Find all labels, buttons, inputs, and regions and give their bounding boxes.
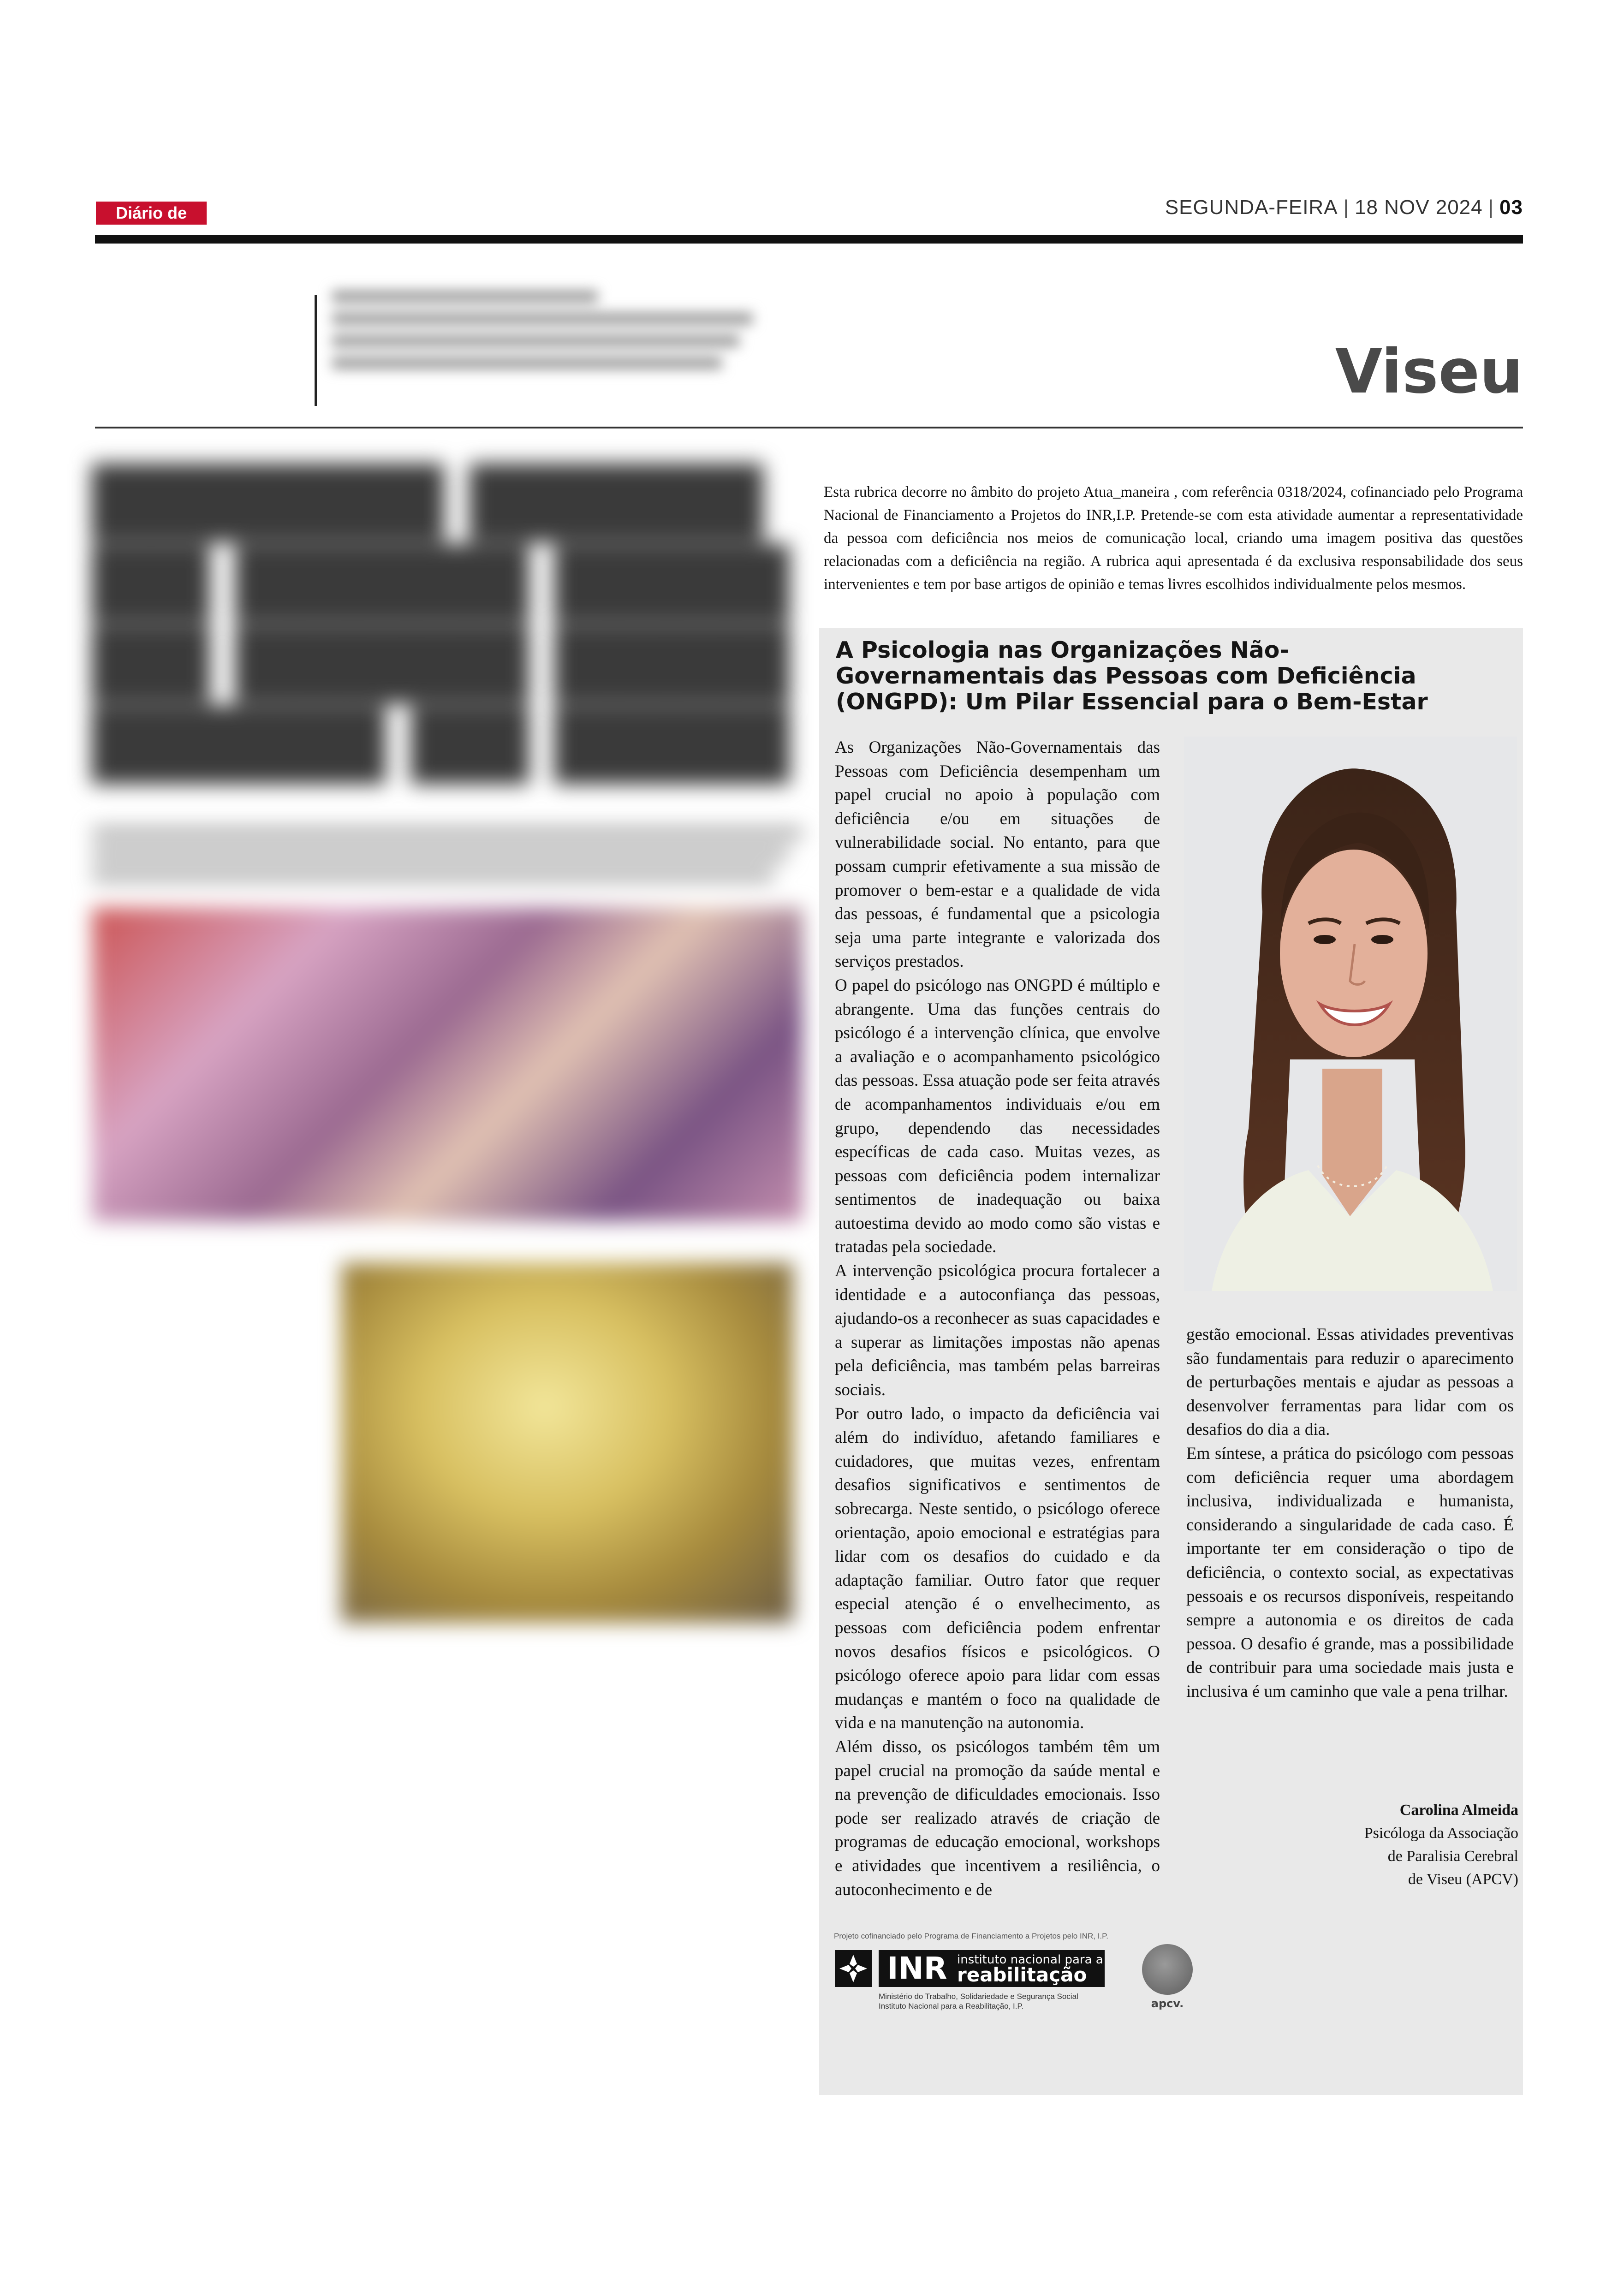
apcv-logo-text: apcv.	[1151, 1997, 1184, 2010]
weekday: SEGUNDA-FEIRA	[1165, 196, 1338, 219]
author-name: Carolina Almeida	[1399, 1802, 1518, 1819]
top-rule	[95, 235, 1523, 244]
paragraph: Por outro lado, o impacto da deficiência vai além do indivíduo, afetando familiares e cuidadores, que muitas vezes, enfrentam desafios significativos e sentimentos de sobrecarga. Neste sentido, o psicólogo oferece orientação, apoio emocional e estratégias para lidar com os desafios do cuidado e da adaptação familiar. Outro fator que requer especial atenção é o envelhecimento, as pessoas com deficiência podem enfrentar novos desafios físicos e psicológicos. O psicólogo oferece apoio para lidar com essas mudanças e mantém o foco na qualidade de vida e na manutenção na autonomia.	[835, 1404, 1160, 1733]
blurred-photo-food	[341, 1263, 793, 1623]
dateline: SEGUNDA-FEIRA | 18 NOV 2024 | 03	[1165, 196, 1523, 219]
author-role-line: de Viseu (APCV)	[1408, 1871, 1518, 1888]
teaser-divider	[315, 295, 317, 406]
section-title: Viseu	[1335, 336, 1523, 407]
inr-abbr: INR	[887, 1951, 947, 1986]
cofinance-note: Projeto cofinanciado pelo Programa de Financiamento a Projetos pelo INR, I.P.	[834, 1932, 1109, 1940]
page-number: 03	[1499, 196, 1523, 219]
author-role-line: de Paralisia Cerebral	[1387, 1848, 1518, 1865]
blurred-other-article: ▇▇▇▇▇▇ ▇▇▇▇▇ ▇▇ ▇▇▇▇▇ ▇▇▇▇ ▇▇ ▇▇▇▇▇ ▇▇▇▇ ▇▇▇▇▇ ▇▇ ▇▇▇▇	[92, 457, 803, 2126]
blurred-teaser	[332, 291, 775, 406]
paragraph: O papel do psicólogo nas ONGPD é múltiplo e abrangente. Uma das funções centrais do psicólogo é a intervenção clínica, que envolve a avaliação e o acompanhamento psicológico das pessoas. Essa atuação pode ser feita através de acompanhamentos individuais e/ou em grupo, dependendo das necessidades específicas de cada caso. Muitas vezes, as pessoas com deficiência podem internalizar sentimentos de inadequação ou baixa autoestima devido ao modo como são vistas e tratadas pela sociedade.	[835, 976, 1160, 1257]
ministry-line: Ministério do Trabalho, Solidariedade e Segurança Social	[879, 1992, 1078, 2001]
date: 18 NOV 2024	[1354, 196, 1483, 219]
apcv-logo-icon	[1142, 1944, 1193, 1995]
section-rule	[95, 427, 1523, 428]
paragraph: As Organizações Não-Governamentais das Pessoas com Deficiência desempenham um papel crucial no apoio à população com deficiência e/ou em situações de vulnerabilidade social. No entanto, para que possam cumprir efetivamente a sua missão de promover o bem-estar e a qualidade de vida das pessoas, é fundamental que a psicologia seja uma parte integrante e valorizada dos serviços prestados.	[835, 738, 1160, 971]
author-role-line: Psicóloga da Associação	[1364, 1825, 1518, 1842]
inr-logo	[879, 1950, 1105, 1987]
ministry-caption	[879, 1992, 1078, 2011]
inr-name-line: reabilitação	[957, 1963, 1087, 1986]
newspaper-logo: Diário de	[96, 202, 207, 225]
inr-name-line: instituto nacional para a	[957, 1953, 1103, 1967]
author-signature	[1364, 1799, 1518, 1891]
rubric-intro: Esta rubrica decorre no âmbito do projeto Atua_maneira , com referência 0318/2024, cofinanciado pelo Programa Nacional de Financiamento a Projetos do INR,I.P. Pretende-se com esta atividade aumentar a representatividade da pessoa com deficiência nos meios de comunicação local, criando uma imagem positiva das questões relacionadas com a deficiência na região. A rubrica aqui apresentada é da exclusiva responsabilidade dos seus intervenientes e tem por base artigos de opinião e temas livres escolhidos individualmente pelos mesmos.	[824, 484, 1523, 593]
ministry-line: Instituto Nacional para a Reabilitação, I.P.	[879, 2002, 1024, 2010]
article-column-2	[1186, 1323, 1514, 1704]
blurred-photo-crowd	[92, 908, 803, 1221]
article-title: A Psicologia nas Organizações Não-Governamentais das Pessoas com Deficiência (ONGPD): Um Pilar Essencial para o Bem-Estar	[836, 637, 1428, 715]
paragraph: gestão emocional. Essas atividades preventivas são fundamentais para reduzir o aparecimento de perturbações mentais e ajudar as pessoas a desenvolver ferramentas para lidar com os desafios do dia a dia.	[1186, 1325, 1514, 1439]
author-photo	[1184, 737, 1517, 1291]
paragraph: A intervenção psicológica procura fortalecer a identidade e a autoconfiança das pessoas, ajudando-os a reconhecer as suas capacidades e a superar as limitações impostas não apenas pela deficiência, mas também pelas barreiras sociais.	[835, 1261, 1160, 1400]
paragraph: Em síntese, a prática do psicólogo com pessoas com deficiência requer uma abordagem inclusiva, individualizada e humanista, considerando a singularidade de cada caso. É importante ter em consideração o tipo de deficiência, o contexto social, as expectativas pessoais e os recursos disponíveis, respeitando sempre a autonomia e os direitos de cada pessoa. O desafio é grande, mas a possibilidade de contribuir para uma sociedade mais justa e inclusiva é um caminho que vale a pena trilhar.	[1186, 1444, 1514, 1701]
article-column-1	[835, 736, 1160, 1902]
inr-emblem-icon	[835, 1950, 872, 1987]
paragraph: Além disso, os psicólogos também têm um papel crucial na promoção da saúde mental e na prevenção de dificuldades emocionais. Isso pode ser realizado através de criação de programas de educação emocional, workshops e atividades que incentivem a resiliência, o autoconhecimento e de	[835, 1737, 1160, 1899]
